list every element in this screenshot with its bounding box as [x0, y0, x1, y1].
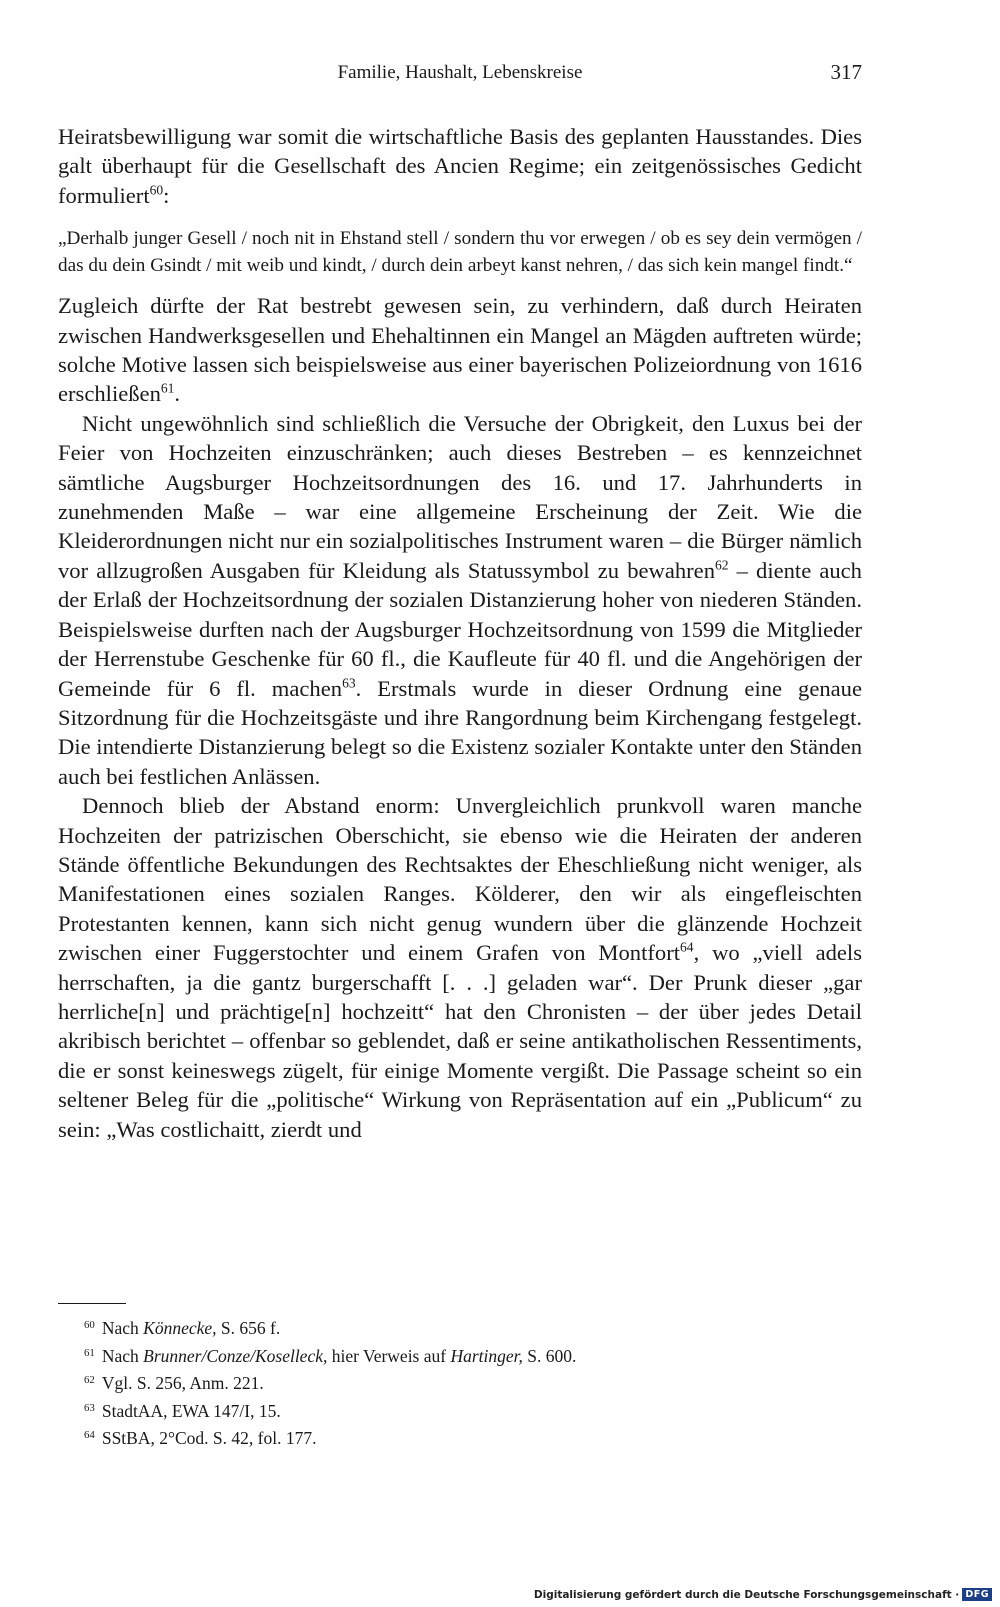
footnote-text: StadtAA, EWA 147/I, 15. — [101, 1400, 281, 1421]
footnote-text: SStBA, 2°Cod. S. 42, fol. 177. — [101, 1428, 317, 1449]
paragraph-4 — [58, 791, 862, 1144]
paragraph-3-text-a: Nicht ungewöhnlich sind schließlich die Versuche der Obrigkeit, den Luxus bei der Feier von Hochzeiten einzuschränken; auch dieses Bestreben – es kennzeichnet sämtliche Augsburger Hochzeitsordnungen des 16. und 17. Jahrhunderts in zunehmenden Maße – war eine allgemeine Erscheinung der Zeit. Wie die Kleiderordnungen nicht nur ein sozialpolitisches Instrument waren – die Bürger nämlich vor allzugroßen Ausgaben für Kleidung als Statussymbol zu bewahren — [58, 410, 862, 583]
footnote-text: hier Verweis auf — [327, 1345, 451, 1366]
footnote-text: Vgl. S. 256, Anm. 221. — [101, 1373, 264, 1394]
page-number: 317 — [830, 60, 862, 84]
footnote-62 — [84, 1368, 844, 1396]
footnote-61 — [84, 1341, 844, 1369]
footnote-number: 62 — [84, 1374, 95, 1387]
body-text — [58, 122, 862, 1144]
footnote-text: S. 600. — [522, 1345, 577, 1366]
paragraph-1-tail: : — [163, 182, 170, 208]
footnote-63 — [84, 1396, 844, 1424]
footnote-text: Nach — [101, 1345, 144, 1366]
paragraph-1-text: Heiratsbewilligung war somit die wirtschaftliche Basis des geplanten Hausstandes. Dies galt überhaupt für die Gesellschaft des Ancien Regime; ein zeitgenössisches Gedicht formuliert — [58, 124, 862, 208]
page-header — [58, 62, 862, 92]
paragraph-4-text-a: Dennoch blieb der Abstand enorm: Unvergleichlich prunkvoll waren manche Hochzeiten der patrizischen Oberschicht, sie ebenso wie die Heiraten der anderen Stände öffentliche Bekundungen des Rechtsaktes der Eheschließung nicht weniger, als Manifestationen eines sozialen Ranges. Kölderer, den wir als eingefleischten Protestanten kennen, kann sich nicht genug wundern über die glänzende Hochzeit zwischen einer Fuggerstochter und einem Grafen von Montfort — [58, 793, 862, 966]
footnote-number: 64 — [84, 1429, 95, 1442]
paragraph-1 — [58, 122, 862, 210]
credit-text: Digitalisierung gefördert durch die Deutsche Forschungsgemeinschaft · — [533, 1588, 960, 1601]
paragraph-4-text-b: , wo „viell adels herrschaften, ja die gantz burgerschafft [. . .] geladen war“. Der Prunk dieser „gar herrliche[n] und prächtige[n] hochzeitt“ hat den Chronisten – der über jedes Detail akribisch berichtet – offenbar so geblendet, daß er seine antikatholischen Ressentiments, die er sonst keineswegs zügelt, für einige Momente vergißt. Die Passage scheint so ein seltener Beleg für die „politische“ Wirkung von Repräsentation auf ein „Publicum“ zu sein: „Was costlichaitt, zierdt und — [58, 940, 862, 1142]
footnote-ref-63[interactable]: 63 — [342, 675, 356, 691]
paragraph-2-text: Zugleich dürfte der Rat bestrebt gewesen sein, zu verhindern, daß durch Heiraten zwischen Handwerksgesellen und Ehehaltinnen ein Mangel an Mägden auftreten würde; solche Motive lassen sich beispielsweise aus einer bayerischen Polizeiordnung von 1616 erschließen — [58, 293, 862, 407]
footnote-ref-62[interactable]: 62 — [715, 557, 729, 573]
footnote-ref-64[interactable]: 64 — [680, 939, 694, 955]
block-quote: „Derhalb junger Gesell / noch nit in Ehstand stell / sondern thu vor erwegen / ob es sey dein vermögen / das du dein Gsindt / mit weib und kindt, / durch dein arbeyt kanst nehren, / das sich kein mangel findt.“ — [58, 228, 862, 276]
footnote-60 — [84, 1313, 844, 1341]
footnote-number: 63 — [84, 1401, 95, 1414]
running-title: Familie, Haushalt, Lebenskreise — [337, 62, 583, 83]
paragraph-2 — [58, 291, 862, 409]
dfg-logo-icon: DFG — [962, 1588, 992, 1601]
footnote-ref-61[interactable]: 61 — [160, 381, 175, 397]
footnote-author: Hartinger, — [450, 1345, 523, 1366]
footnote-64 — [84, 1423, 844, 1451]
footnote-number: 60 — [84, 1319, 95, 1331]
digitization-credit — [534, 1588, 992, 1601]
paragraph-3-text-b: – diente auch der Erlaß der Hochzeitsordnung der sozialen Distanzierung hoher von niederen Ständen. Beispielsweise durften nach der Augsburger Hochzeitsordnung von 1599 die Mitglieder der Herrenstube Geschenke für 60 fl., die Kaufleute für 40 fl. und die Angehörigen der Gemeinde für 6 fl. machen — [58, 557, 862, 701]
footnote-number: 61 — [84, 1346, 95, 1359]
footnotes — [84, 1313, 844, 1451]
footnote-divider — [58, 1303, 126, 1304]
footnote-author: Brunner/Conze/Koselleck, — [143, 1345, 328, 1366]
paragraph-3-text-c: . Erstmals wurde in dieser Ordnung eine genaue Sitzordnung für die Hochzeitsgäste und ihre Rangordnung beim Kirchengang festgelegt. Die intendierte Distanzierung belegt so die Existenz sozialer Kontakte unter den Ständen auch bei festlichen Anlässen. — [58, 675, 862, 789]
paragraph-2-tail: . — [174, 381, 181, 407]
footnote-text: S. 656 f. — [216, 1317, 281, 1338]
paragraph-3 — [58, 409, 862, 791]
footnote-ref-60[interactable]: 60 — [149, 182, 164, 198]
footnote-author: Könnecke, — [143, 1317, 217, 1338]
footnote-text: Nach — [101, 1317, 144, 1338]
